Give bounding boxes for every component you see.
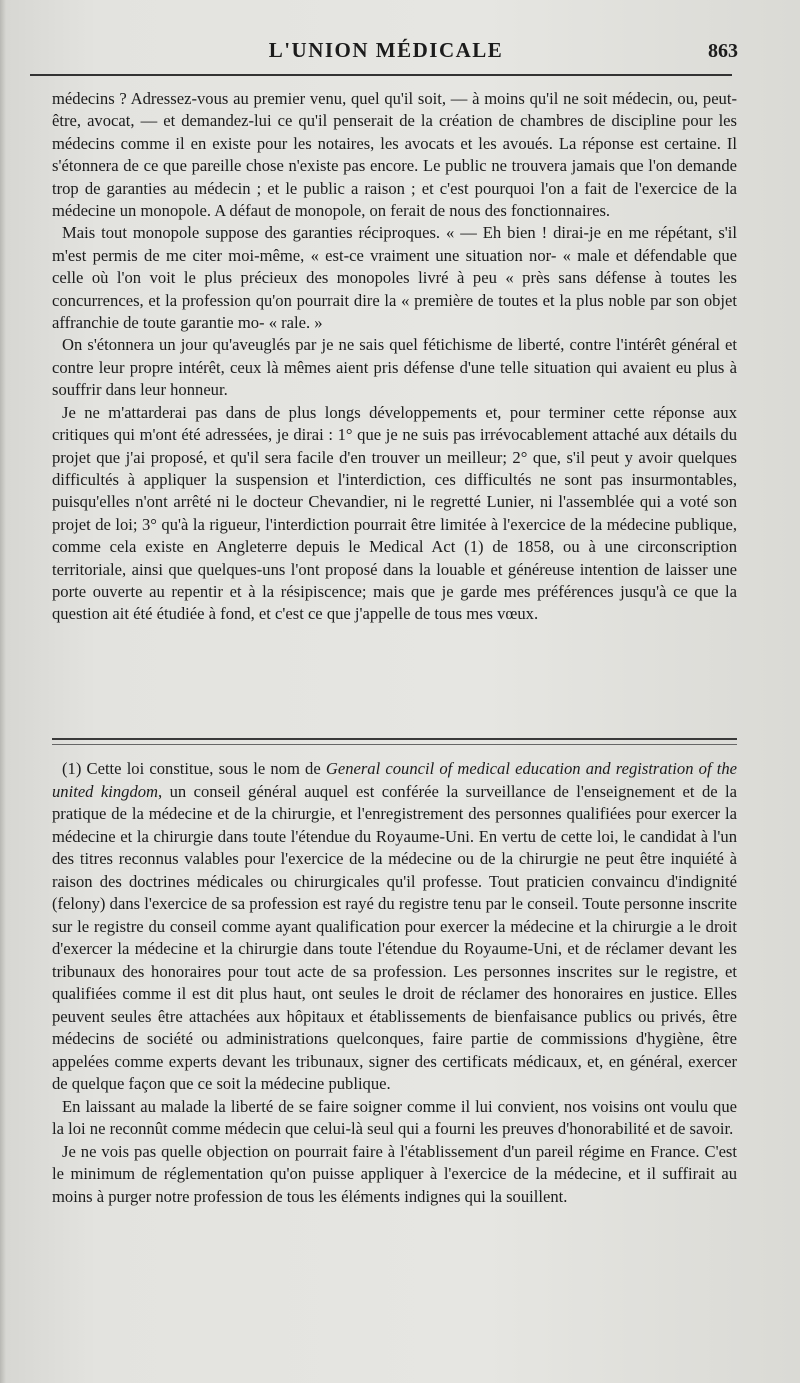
footnote-paragraph: Je ne vois pas quelle objection on pourrait faire à l'établissement d'un pareil régime en France. C'est le minimum de réglementation qu'on puisse appliquer à l'exercice de la médecine, et il suffirait au moins à purger notre profession de tous les éléments indignes qui la souillent.	[52, 1141, 737, 1206]
paragraph: On s'étonnera un jour qu'aveuglés par je ne sais quel fétichisme de liberté, contre l'intérêt général et contre leur propre intérêt, ceux là mêmes aient pris défense d'une telle situation qui avaient eu plus à souffrir dans leur honneur.	[52, 335, 737, 400]
paragraph: médecins ? Adressez-vous au premier venu, quel qu'il soit, — à moins qu'il ne soit médecin, ou, peut-être, avocat, — et demandez-lui ce qu'il penserait de la création de chambres de discipline pour les médecins comme il en existe pour les notaires, les avocats et les avoués. La réponse est certaine. Il s'étonnera de ce que pareille chose n'existe pas encore. Le public ne trouvera jamais que l'on demande trop de garanties au médecin ; et le public a raison ; et c'est pourquoi l'on a fait de l'exercice de la médecine un monopole. A défaut de monopole, on ferait de nous des fonctionnaires.	[52, 89, 737, 221]
footnote-lead: Cette loi constitue, sous le nom de	[86, 759, 326, 778]
running-title: L'UNION MÉDICALE	[268, 38, 504, 62]
page-header	[40, 38, 738, 72]
header-rule	[30, 74, 732, 76]
footnote-italic-name: General council of medical education and registration of the united kingdom	[52, 759, 737, 801]
footnote	[52, 758, 737, 1208]
footnote-paragraph	[52, 758, 737, 1096]
footnote-marker: (1)	[62, 759, 82, 778]
page-edge-shadow	[0, 0, 6, 1383]
paragraph: Mais tout monopole suppose des garanties réciproques. « — Eh bien ! dirai-je en me répétant, s'il m'est permis de me citer moi-même, « est-ce vraiment une situation nor- « male et défendable que celle où l'on voit le plus précieux des monopoles livré à peu « près sans défense à toutes les concurrences, et la profession qu'on pourrait dire la « première de toutes et la plus noble par son objet affranchie de toute garantie mo- « rale. »	[52, 223, 737, 333]
page-number: 863	[708, 40, 738, 62]
footnote-paragraph: En laissant au malade la liberté de se faire soigner comme il lui convient, nos voisins ont voulu que la loi ne reconnût comme médecin que celui-là seul qui a fourni les preuves d'honorabilité et de savoir.	[52, 1096, 737, 1138]
footnote-separator	[52, 738, 737, 745]
footnote-text: , un conseil général auquel est conférée la surveillance de l'enseignement et de la pratique de la médecine et de la chirurgie, et l'enregistrement des personnes qualifiées pour exercer la médecine et la chirurgie dans toute l'étendue du Royaume-Uni. En vertu de cette loi, le candidat à l'un des titres reconnus valables pour l'exercice de la médecine ou de la chirurgie ne peut être inquiété à raison des doctrines médicales ou chirurgicales qu'il professe. Tout praticien convaincu d'indignité (felony) dans l'exercice de sa profession est rayé du registre tenu par le conseil. Toute personne inscrite sur le registre du conseil comme ayant qualification pour exercer la médecine et la chirurgie a le droit d'exercer la médecine et la chirurgie dans toute l'étendue du Royaume-Uni, et de réclamer devant les tribunaux des honoraires pour tout acte de sa profession. Les personnes inscrites sur le registre, et qualifiées comme il est dit plus haut, ont seules le droit de réclamer des honoraires en justice. Elles peuvent seules être attachées aux hôpitaux et établissements de bienfaisance publics ou privés, être médecins de société ou administrations quelconques, faire partie de commissions d'hygiène, être appelées comme experts devant les tribunaux, signer des certificats médicaux, et, en général, exercer de quelque façon que ce soit la médecine publique.	[52, 781, 737, 1093]
main-text	[52, 88, 737, 626]
paragraph: Je ne m'attarderai pas dans de plus longs développements et, pour terminer cette réponse aux critiques qui m'ont été adressées, je dirai : 1° que je ne suis pas irrévocablement attaché aux détails du projet que j'ai proposé, et qu'il sera facile d'en trouver un meilleur; 2° que, s'il peut y avoir quelques difficultés à appliquer la suspension et l'interdiction, ces difficultés ne sont pas insurmontables, puisqu'elles n'ont arrêté ni le docteur Chevandier, ni le regretté Lunier, ni l'assemblée qui a voté son projet de loi; 3° qu'à la rigueur, l'interdiction pourrait être limitée à l'exercice de la médecine publique, comme cela existe en Angleterre depuis le Medical Act (1) de 1858, ou à une circonscription territoriale, ainsi que quelques-uns l'ont proposé dans la louable et généreuse intention de laisser une porte ouverte au repentir et à la résipiscence; mais que je garde mes préférences jusqu'à ce que la question ait été étudiée à fond, et c'est ce que j'appelle de tous mes vœux.	[52, 402, 737, 624]
